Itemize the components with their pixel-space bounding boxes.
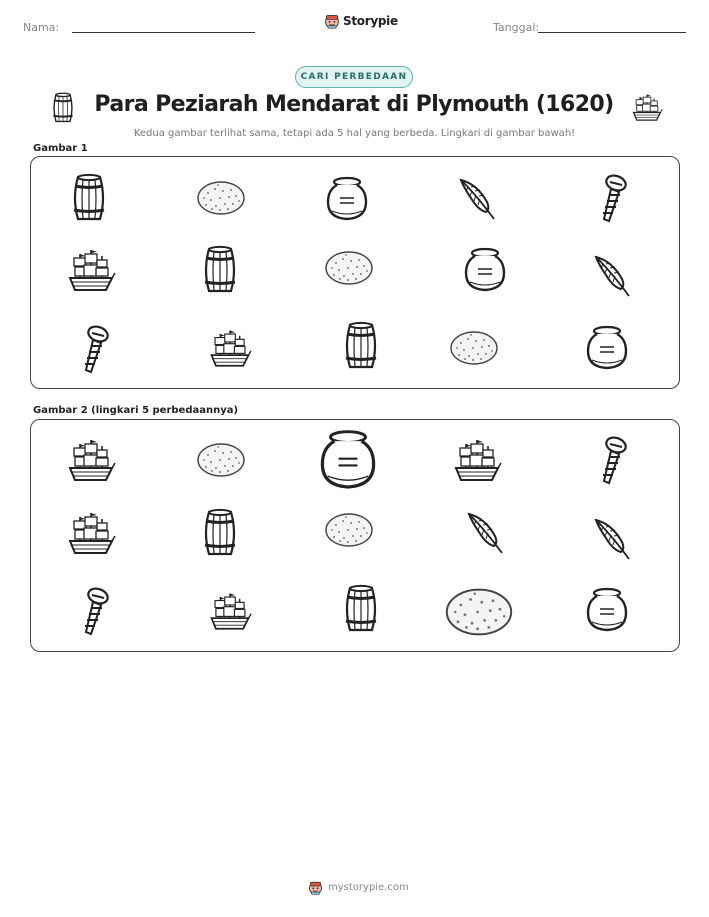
ship-icon xyxy=(66,509,116,559)
mascot-icon xyxy=(324,13,340,29)
feather-icon xyxy=(457,176,497,222)
pot-icon xyxy=(585,325,629,371)
bread-icon xyxy=(437,584,521,640)
feather-icon xyxy=(592,253,632,299)
bread-icon xyxy=(196,440,246,480)
footer xyxy=(308,880,409,895)
picture1-label: Gambar 1 xyxy=(33,143,88,154)
ship-icon xyxy=(631,92,663,124)
ship-icon xyxy=(208,588,252,636)
barrel-icon xyxy=(341,320,381,372)
page-title: Para Peziarah Mendarat di Plymouth (1620) xyxy=(94,92,614,117)
bread-icon xyxy=(324,248,374,288)
picture1-panel xyxy=(30,156,680,389)
pot-icon xyxy=(585,587,629,633)
barrel-icon xyxy=(69,173,109,223)
picture2-label: Gambar 2 (lingkari 5 perbedaannya) xyxy=(33,405,239,416)
screw-icon xyxy=(73,586,113,638)
brand-logo xyxy=(324,13,398,29)
pot-icon xyxy=(318,429,378,491)
date-label: Tanggal: xyxy=(493,21,540,34)
ship-icon xyxy=(66,436,116,486)
instructions: Kedua gambar terlihat sama, tetapi ada 5 hal yang berbeda. Lingkari di gambar bawah! xyxy=(133,128,576,139)
barrel-icon xyxy=(200,508,240,558)
date-field[interactable] xyxy=(538,32,686,33)
screw-icon xyxy=(591,435,631,487)
ship-icon xyxy=(208,325,252,373)
pot-icon xyxy=(463,247,507,293)
barrel-icon xyxy=(200,245,240,295)
ship-icon xyxy=(66,246,116,296)
ship-icon xyxy=(452,436,502,486)
name-label: Nama: xyxy=(23,21,60,34)
barrel-icon xyxy=(341,584,381,634)
screw-icon xyxy=(591,173,631,225)
name-field[interactable] xyxy=(72,32,255,33)
feather-icon xyxy=(465,510,505,556)
pot-icon xyxy=(325,176,369,222)
activity-badge: CARI PERBEDAAN xyxy=(295,66,413,88)
picture2-panel xyxy=(30,419,680,652)
footer-link[interactable]: mystorypie.com xyxy=(328,882,409,893)
bread-icon xyxy=(196,178,246,218)
screw-icon xyxy=(73,324,113,376)
brand-name: Storypie xyxy=(343,14,398,28)
bread-icon xyxy=(324,510,374,550)
feather-icon xyxy=(592,516,632,562)
mascot-icon xyxy=(308,880,323,895)
barrel-icon xyxy=(48,92,78,124)
bread-icon xyxy=(449,328,499,368)
